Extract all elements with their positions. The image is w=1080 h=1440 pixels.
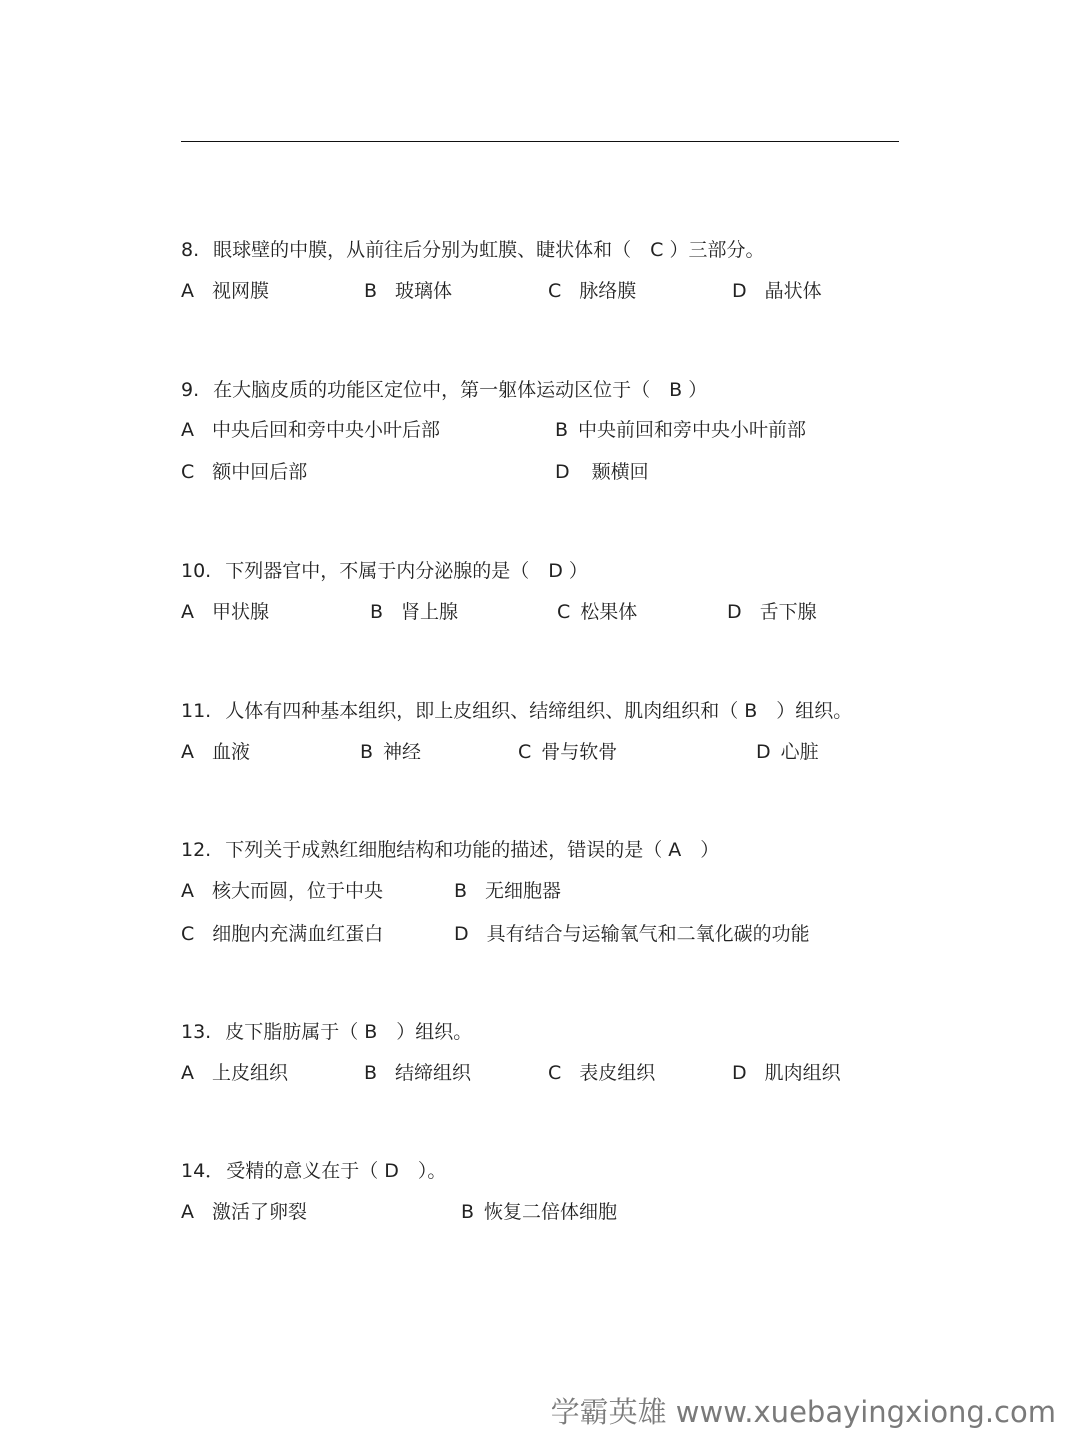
option-b: B 结缔组织 [364,1062,472,1084]
question-11 [181,698,852,724]
option-c: C 松果体 [557,601,638,623]
option-c: C 表皮组织 [548,1062,656,1084]
question-14 [181,1158,446,1184]
question-stem: 人体有四种基本组织，即上皮组织、结缔组织、肌肉组织和（ B ）组织。 [225,700,853,722]
option-a: A 核大而圆，位于中央 [181,880,384,902]
question-stem: 在大脑皮质的功能区定位中，第一躯体运动区位于（ B ） [213,379,708,401]
question-number: 9. [181,379,200,401]
option-d: D 颞横回 [555,461,649,483]
option-c: C 额中回后部 [181,461,308,483]
option-c: C 细胞内充满血红蛋白 [181,923,384,945]
question-13 [181,1019,472,1045]
option-c: C 脉络膜 [548,280,637,302]
question-8 [181,237,764,263]
option-d: D 晶状体 [732,280,822,302]
option-a: A 上皮组织 [181,1062,289,1084]
question-number: 13. [181,1021,212,1043]
option-b: B 无细胞器 [454,880,562,902]
header-rule [181,141,899,142]
option-b: B 肾上腺 [370,601,459,623]
option-b: B 玻璃体 [364,280,453,302]
question-stem: 下列器官中，不属于内分泌腺的是（ D ） [225,560,588,582]
question-stem: 下列关于成熟红细胞结构和功能的描述，错误的是（ A ） [225,839,720,861]
question-stem: 眼球壁的中膜，从前往后分别为虹膜、睫状体和（ C ）三部分。 [213,239,765,261]
option-d: D 具有结合与运输氧气和二氧化碳的功能 [454,923,810,945]
question-stem: 皮下脂肪属于（ B ）组织。 [225,1021,473,1043]
option-b: B 神经 [360,741,422,763]
question-12 [181,837,719,863]
question-number: 10. [181,560,212,582]
question-number: 8. [181,239,200,261]
question-number: 12. [181,839,212,861]
option-d: D 心脏 [756,741,819,763]
question-number: 11. [181,700,212,722]
option-a: A 血液 [181,741,251,763]
option-a: A 激活了卵裂 [181,1201,308,1223]
option-a: A 视网膜 [181,280,270,302]
option-b: B 恢复二倍体细胞 [461,1201,618,1223]
option-c: C 骨与软骨 [518,741,618,763]
option-b: B 中央前回和旁中央小叶前部 [555,419,807,441]
question-10 [181,558,588,584]
question-9 [181,377,707,403]
question-number: 14． [181,1160,225,1182]
option-a: A 中央后回和旁中央小叶后部 [181,419,441,441]
question-stem: 受精的意义在于（ D ）。 [226,1160,447,1182]
option-a: A 甲状腺 [181,601,270,623]
option-d: D 肌肉组织 [732,1062,841,1084]
watermark: 学霸英雄 www.xuebayingxiong.com [550,1395,1056,1429]
option-d: D 舌下腺 [727,601,817,623]
